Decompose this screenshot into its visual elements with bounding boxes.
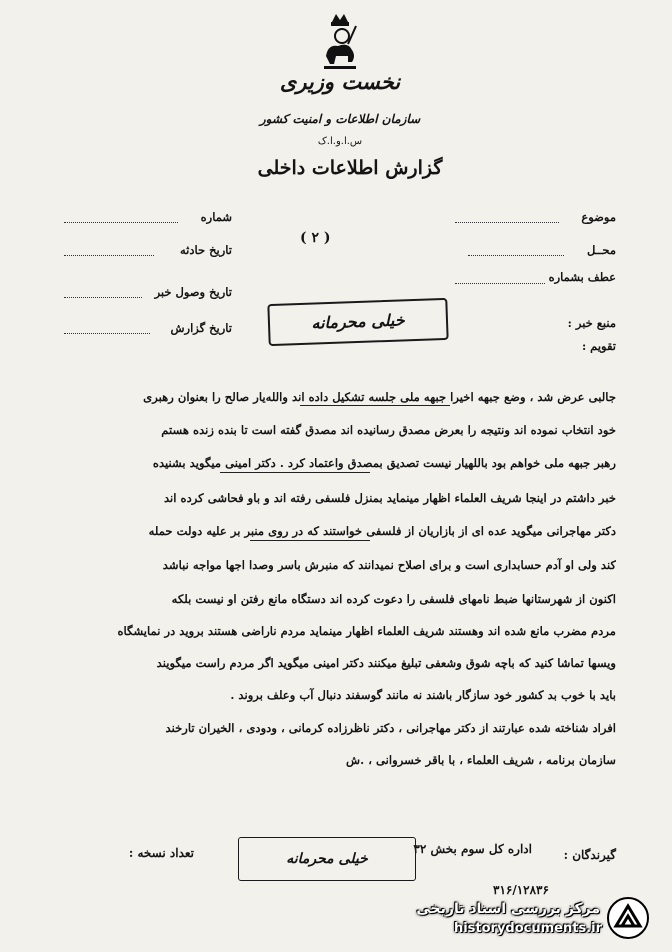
classification-stamp: خیلی محرمانه [267, 298, 448, 346]
body-line: خبر داشتم در اینجا شریف العلماء اظهار مینماید بمنزل فلسفی رفته اند و باو فحاشی کرده اند [163, 491, 616, 505]
body-line: مردم مضرب مانع شده اند وهستند شریف العلماء اظهار مینماید مردم ناراضی هستند بروید در نمایشگاه [117, 624, 616, 638]
watermark-title: مرکز بررسی اسناد تاریخی [416, 901, 600, 917]
field-evaluation: تقویم : [581, 339, 616, 353]
field-source: منبع خبر : [567, 316, 616, 330]
underline-mark [300, 405, 450, 406]
field-report-date: تاریخ گزارش [170, 321, 232, 335]
body-line: دکتر مهاجرانی میگوید عده ای از بازاریان از فلسفی خواستند که در روی منبر بر علیه دولت حمله [148, 524, 616, 538]
body-line: سازمان برنامه ، شریف العلماء ، با باقر خسروانی ، .ش [346, 753, 616, 767]
field-reference: عطف بشماره [548, 270, 616, 284]
lion-and-sun-emblem-icon [318, 12, 362, 74]
field-received-date: تاریخ وصول خبر [154, 285, 232, 299]
reference-number: ۳۱۶/۱۲۸۳۶ [493, 883, 549, 897]
recipients-value: اداره کل سوم بخش ۳۲ [413, 842, 532, 856]
underline-mark [220, 472, 370, 473]
recipients-label: گیرندگان : [563, 848, 616, 862]
field-subject: موضوع [581, 210, 616, 224]
ministry-name: نخست وزیری [279, 69, 401, 94]
received-date-dotted-line [64, 297, 142, 298]
reference-dotted-line [455, 283, 545, 284]
number-dotted-line [64, 222, 178, 223]
body-line: خود انتخاب نموده اند ونتیجه را بعرض مصدق رسانیده اند مصدق گفته است تا بنده زنده هستم [161, 423, 616, 437]
page-number: ( ۲ ) [300, 230, 331, 246]
body-line: اکنون از شهرستانها ضبط نامهای فلسفی را دعوت کرده اند دستگاه مانع رفتن او نیست بلکه [171, 592, 616, 606]
body-line: باید با خوب بد کشور خود سازگار باشند نه مانند گوسفند دنبال آب وعلف بروند . [230, 688, 616, 702]
report-title: گزارش اطلاعات داخلی [257, 157, 443, 179]
field-incident-date: تاریخ حادثه [180, 243, 232, 257]
organization-code: س.ا.و.ا.ک [317, 136, 363, 147]
organization-name: سازمان اطلاعات و امنیت کشور [259, 112, 421, 126]
archive-logo-icon [606, 896, 650, 940]
watermark-url: historydocuments.ir [453, 921, 602, 936]
body-line: رهبر جبهه ملی خواهم بود باللهیار نیست تصدیق بمصدق واعتماد کرد . دکتر امینی میگوید بشنیده [152, 456, 616, 470]
field-number: شماره [200, 210, 232, 224]
body-line: افراد شناخته شده عبارتند از دکتر مهاجرانی ، دکتر ناظرزاده کرمانی ، ودودی ، الخیران تارخند [165, 721, 616, 735]
footer-classification-box: خیلی محرمانه [238, 837, 416, 881]
copies-label: تعداد نسخه : [128, 846, 194, 860]
underline-mark [250, 540, 370, 541]
subject-dotted-line [455, 222, 559, 223]
body-line: ویسها تماشا کنید که باچه شوق وشعفی تبلیغ میکنند دکتر امینی میگوید اگر مردم راست میگویند [156, 656, 616, 670]
field-place: محــل [586, 243, 616, 257]
report-date-dotted-line [64, 333, 150, 334]
body-line: جالبی عرض شد ، وضع جبهه اخیرا جبهه ملی جلسه تشکیل داده اند والله‌یار صالح را بعنوان رهبری [143, 390, 616, 404]
body-line: کند ولی او آدم حسابداری است و برای اصلاح نمیدانند که منبرش باسر وصدا اجها مواجه نباشد [162, 558, 616, 572]
place-dotted-line [468, 255, 564, 256]
incident-date-dotted-line [64, 255, 154, 256]
